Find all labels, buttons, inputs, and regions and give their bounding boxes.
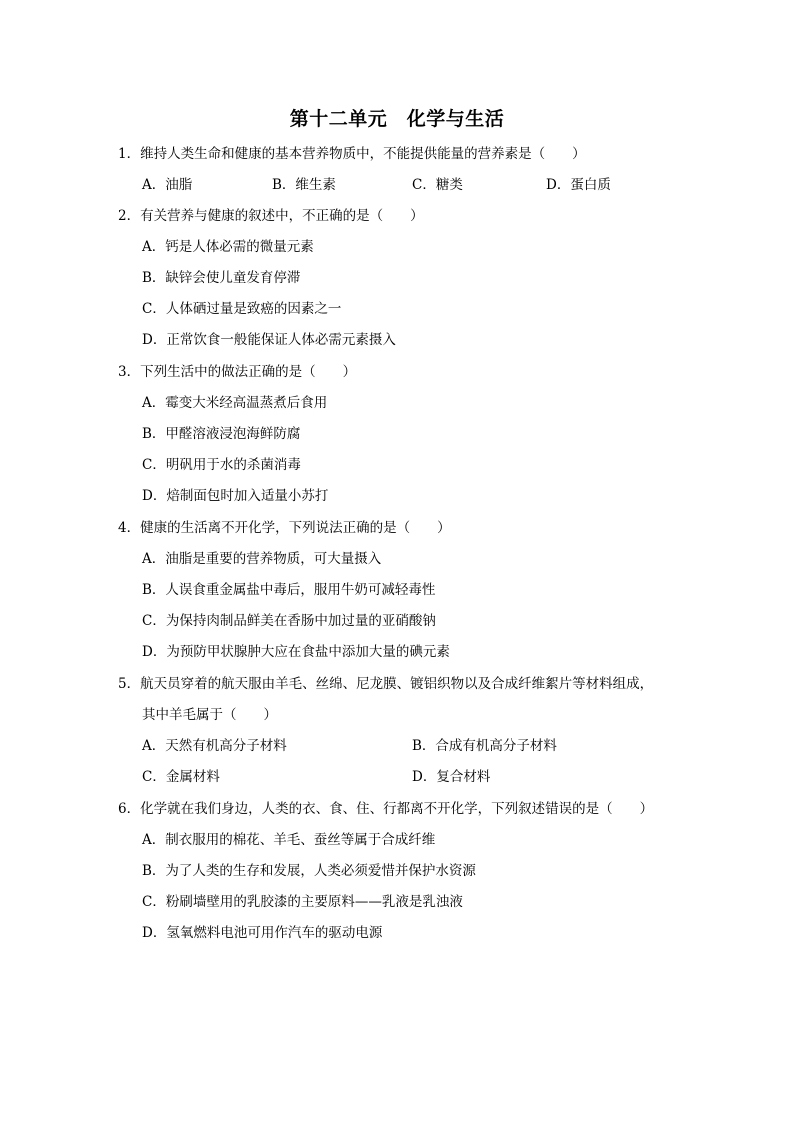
q1-option-d: D．蛋白质 (546, 177, 611, 193)
question-4-stem: 4．健康的生活离不开化学，下列说法正确的是（ ） (118, 520, 451, 536)
q5-option-d: D．复合材料 (412, 769, 491, 785)
q6-option-a: A．制衣服用的棉花、羊毛、蚕丝等属于合成纤维 (142, 832, 436, 848)
q3-option-c: C．明矾用于水的杀菌消毒 (142, 457, 301, 473)
q2-option-b: B．缺锌会使儿童发育停滞 (142, 270, 301, 286)
q1-option-a: A．油脂 (142, 177, 193, 193)
q1-option-b: B．维生素 (272, 177, 336, 193)
question-5-stem: 5．航天员穿着的航天服由羊毛、丝绵、尼龙膜、镀铝织物以及合成纤维絮片等材料组成， (118, 676, 654, 692)
question-2-stem: 2．有关营养与健康的叙述中，不正确的是（ ） (118, 208, 424, 224)
q5-option-c: C．金属材料 (142, 769, 220, 785)
question-1-stem: 1．维持人类生命和健康的基本营养物质中，不能提供能量的营养素是（ ） (118, 146, 586, 162)
q6-option-b: B．为了人类的生存和发展，人类必须爱惜并保护水资源 (142, 863, 476, 879)
q4-option-d: D．为预防甲状腺肿大应在食盐中添加大量的碘元素 (142, 644, 450, 660)
q3-option-a: A．霉变大米经高温蒸煮后食用 (142, 395, 328, 411)
q5-option-b: B．合成有机高分子材料 (412, 738, 557, 754)
question-6-stem: 6．化学就在我们身边，人类的衣、食、住、行都离不开化学，下列叙述错误的是（ ） (118, 801, 654, 817)
q4-option-b: B．人误食重金属盐中毒后，服用牛奶可减轻毒性 (142, 582, 436, 598)
question-5-stem-continued: 其中羊毛属于（ ） (142, 707, 277, 723)
q2-option-c: C．人体硒过量是致癌的因素之一 (142, 301, 342, 317)
q3-option-d: D．焙制面包时加入适量小苏打 (142, 488, 329, 504)
q4-option-a: A．油脂是重要的营养物质，可大量摄入 (142, 551, 382, 567)
q1-option-c: C．糖类 (412, 177, 463, 193)
q2-option-a: A．钙是人体必需的微量元素 (142, 239, 314, 255)
q6-option-d: D．氢氧燃料电池可用作汽车的驱动电源 (142, 925, 383, 941)
q6-option-c: C．粉刷墙壁用的乳胶漆的主要原料——乳液是乳浊液 (142, 894, 463, 910)
page-title: 第十二单元 化学与生活 (289, 108, 505, 130)
q5-option-a: A．天然有机高分子材料 (142, 738, 287, 754)
question-3-stem: 3．下列生活中的做法正确的是（ ） (118, 364, 357, 380)
q4-option-c: C．为保持肉制品鲜美在香肠中加过量的亚硝酸钠 (142, 613, 436, 629)
q2-option-d: D．正常饮食一般能保证人体必需元素摄入 (142, 332, 396, 348)
q3-option-b: B．甲醛溶液浸泡海鲜防腐 (142, 426, 301, 442)
